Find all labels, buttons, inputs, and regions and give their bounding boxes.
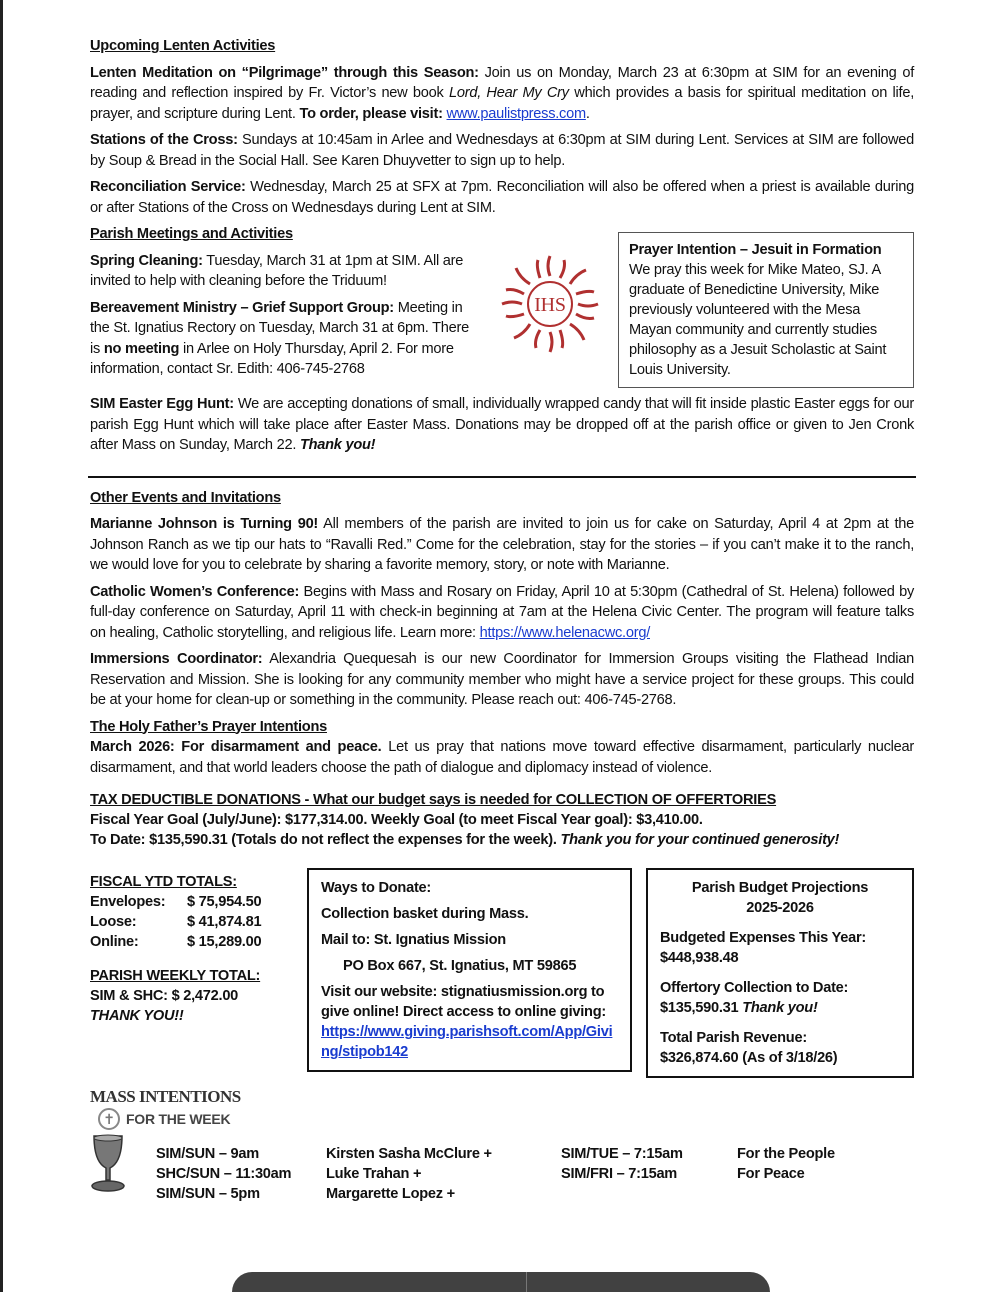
budget-value (660, 998, 900, 1018)
ytd-label: Envelopes: (90, 894, 166, 910)
ytd-heading: FISCAL YTD TOTALS: (90, 874, 237, 890)
budget-value: $326,874.60 (As of 3/18/26) (660, 1050, 838, 1066)
ways-line: Mail to: St. Ignatius Mission (321, 932, 506, 948)
mass-time: SIM/TUE – 7:15am (561, 1146, 683, 1162)
thank-you: Thank you! (742, 1000, 818, 1016)
ways-to-donate-box (307, 868, 632, 1072)
window-edge (0, 0, 3, 1292)
budget-label: Total Parish Revenue: (660, 1030, 807, 1046)
chalice-icon (90, 1134, 126, 1194)
intention-name: Kirsten Sasha McClure + (326, 1146, 492, 1162)
lead: Marianne Johnson is Turning 90! (90, 516, 319, 532)
text: Let us pray that nations move toward effective disarmament, particularly nuclear disarmament, and that world leaders choose the path of dialogue and diplomacy instead of violence. (90, 739, 914, 776)
section-heading: Other Events and Invitations (90, 489, 281, 506)
section-heading: The Holy Father’s Prayer Intentions (90, 718, 327, 735)
mass-schedule (90, 1134, 914, 1204)
lead: Catholic Women’s Conference: (90, 583, 300, 600)
marianne-paragraph (90, 514, 914, 576)
jesuit-ihs-logo (500, 254, 600, 354)
prayer-text: We pray this week for Mike Mateo, SJ. A graduate of Benedictine University, Mike previously volunteered with the Mesa Mayan community and currently studies philosophy as a Jesuit Scholastic at Saint Louis University. (629, 262, 887, 378)
mass-time: SIM/SUN – 9am (156, 1146, 259, 1162)
donations-summary (90, 790, 914, 850)
ways-line: PO Box 667, St. Ignatius, MT 59865 (343, 958, 577, 974)
text: All members of the parish are invited to join us for cake on Saturday, April 4 at 2pm at the Johnson Ranch as we tip our hats to “Ravalli Red.” Come for the celebration, stay for the stories – if you can’t make it to the ranch, we would love for you to celebrate by sharing a favorite memory, story, or note with Marianne. (90, 516, 914, 573)
conference-paragraph (90, 582, 914, 644)
mass-times-2 (561, 1144, 737, 1184)
lead: Spring Cleaning: (90, 252, 203, 269)
ways-line: Collection basket during Mass. (321, 906, 529, 922)
egghunt-paragraph (90, 394, 914, 456)
parish-section (90, 224, 914, 456)
weekly-total: SIM & SHC: $ 2,472.00 (90, 988, 239, 1004)
ytd-row (90, 932, 293, 952)
reconciliation-paragraph (90, 177, 914, 218)
prayer-title: Prayer Intention – Jesuit in Formation (629, 242, 882, 258)
text: Alexandria Quequesah is our new Coordinator for Immersion Groups visiting the Flathead Indian Reservation and Mission. She is looking for any community member who might have a service project for these groups. This could be at your home for clean-up or something in the community. Please reach out: 406-745-2768. (90, 651, 914, 708)
viewer-toolbar[interactable] (232, 1272, 770, 1292)
todate-text: To Date: $135,590.31 (Totals do not reflect the expenses for the week). (90, 832, 561, 848)
section-divider (88, 476, 916, 478)
lead: To order, please visit: (299, 105, 443, 122)
weekly-heading: PARISH WEEKLY TOTAL: (90, 968, 261, 984)
thanks-text: Thank you for your continued generosity! (560, 832, 840, 848)
emphasis: no meeting (103, 340, 180, 357)
online-giving-link[interactable]: https://www.giving.parishsoft.com/App/Giving/stipob142 (321, 1024, 613, 1060)
ytd-value: $ 75,954.50 (187, 894, 262, 910)
bereavement-paragraph (90, 298, 482, 380)
ytd-label: Loose: (90, 914, 137, 930)
text: in Arlee on Holy Thursday, April 2. For more information, contact Sr. Edith: 406-745-2768 (90, 340, 454, 377)
mass-times-1 (156, 1144, 326, 1204)
text: We are accepting donations of small, individually wrapped candy that will fit inside plastic Easter eggs for our parish Egg Hunt which will take place after Easter Mass. Donations may be dropped off at the parish office or given to Jen Cronk after Mass on Sunday, March 22. (90, 396, 914, 453)
cleaning-paragraph (90, 251, 482, 292)
intention-name: Luke Trahan + (326, 1166, 422, 1182)
lead: Bereavement Ministry – Grief Support Group: (90, 299, 394, 316)
lead: SIM Easter Egg Hunt: (90, 396, 234, 412)
lead: March 2026: For disarmament and peace. (90, 739, 382, 755)
budget-label: Budgeted Expenses This Year: (660, 930, 867, 946)
book-title: Lord, Hear My Cry (448, 85, 569, 101)
donations-heading: TAX DEDUCTIBLE DONATIONS - What our budget says is needed for COLLECTION OF OFFERTORIES (90, 792, 777, 808)
goal-line: Fiscal Year Goal (July/June): $177,314.00. Weekly Goal (to meet Fiscal Year goal): $3,410.00. (90, 812, 703, 828)
section-heading: Upcoming Lenten Activities (90, 38, 276, 54)
mass-names-2 (737, 1144, 835, 1184)
holyfather-paragraph (90, 737, 914, 778)
intention-name: Margarette Lopez + (326, 1186, 455, 1202)
text: which provides a basis for spiritual meditation on life, prayer, and scripture during Lent. (90, 85, 915, 122)
thank-you: THANK YOU!! (90, 1008, 184, 1024)
parish-left-column (90, 224, 482, 380)
text: Sundays at 10:45am in Arlee and Wednesdays at 6:30pm at SIM during Lent. Services at SIM are followed by Soup & Bread in the Social Hall. See Karen Dhuyvetter to sign up to help. (90, 132, 915, 169)
text: Wednesday, March 25 at SFX at 7pm. Reconciliation will also be offered when a priest is available during or after Stations of the Cross on Wednesdays during Lent at SIM. (90, 179, 914, 216)
intention-name: For Peace (737, 1166, 805, 1182)
bulletin-page (90, 36, 914, 1204)
todate-line (90, 830, 914, 850)
subtitle-row (98, 1108, 914, 1130)
text: . (585, 105, 590, 122)
mass-intentions-subtitle: FOR THE WEEK (126, 1110, 231, 1127)
events-section (90, 488, 914, 779)
lead: Lenten Meditation on “Pilgrimage” through this Season: (90, 64, 479, 81)
mass-time: SIM/SUN – 5pm (156, 1186, 260, 1202)
mass-time: SHC/SUN – 11:30am (156, 1166, 292, 1182)
ytd-label: Online: (90, 934, 139, 950)
prayer-intention-box (618, 232, 914, 388)
lead: Reconciliation Service: (90, 179, 246, 195)
budget-value: $448,938.48 (660, 950, 739, 966)
ytd-row (90, 912, 293, 932)
toolbar-divider (526, 1272, 527, 1292)
stations-paragraph (90, 130, 914, 171)
intention-name: For the People (737, 1146, 835, 1162)
mass-intentions (90, 1086, 914, 1204)
lead: Stations of the Cross: (90, 132, 238, 148)
ytd-totals (90, 872, 293, 1026)
budget-years: 2025-2026 (746, 900, 814, 916)
thank-you: Thank you! (299, 437, 376, 453)
meditation-paragraph (90, 63, 914, 125)
ytd-value: $ 41,874.81 (187, 914, 262, 930)
budget-label: Offertory Collection to Date: (660, 980, 849, 996)
mass-names-1 (326, 1144, 561, 1204)
donations-row (90, 868, 914, 1078)
text: Begins with Mass and Rosary on Friday, April 10 at 5:30pm (Cathedral of St. Helena) followed by full-day conference on Saturday, April 11 with check-in beginning at 7am at the Helena Civic Center. The program will feature talks on healing, Catholic storytelling, and religious life. Learn more: (90, 583, 914, 641)
budget-projections-box (646, 868, 914, 1078)
ways-title: Ways to Donate: (321, 880, 432, 896)
immersions-paragraph (90, 649, 914, 711)
mass-time: SIM/FRI – 7:15am (561, 1166, 678, 1182)
ytd-value: $ 15,289.00 (187, 934, 262, 950)
paulistpress-link[interactable]: www.paulistpress.com (446, 105, 586, 122)
lenten-section (90, 36, 914, 218)
cross-icon: ✝ (98, 1108, 120, 1130)
helenacwc-link[interactable]: https://www.helenacwc.org/ (479, 624, 650, 641)
mass-intentions-title: MASS INTENTIONS (90, 1087, 241, 1106)
budget-title: Parish Budget Projections (691, 880, 869, 896)
lead: Immersions Coordinator: (90, 651, 263, 667)
text: Join us on Monday, March 23 at 6:30pm at SIM for an evening of reading and reflection inspired by Fr. Victor’s new book (90, 64, 914, 101)
text: Meeting in the St. Ignatius Rectory on Tuesday, March 31 at 6pm. There is (90, 299, 469, 357)
text: Tuesday, March 31 at 1pm at SIM. All are invited to help with cleaning before the Triduum! (90, 252, 464, 289)
ways-line: Visit our website: stignatiusmission.org to give online! Direct access to online giving: (321, 984, 606, 1020)
section-heading: Parish Meetings and Activities (90, 226, 293, 242)
ytd-row (90, 892, 293, 912)
offertory-value: $135,590.31 (660, 1000, 743, 1016)
logo-monogram: IHS (534, 294, 566, 316)
